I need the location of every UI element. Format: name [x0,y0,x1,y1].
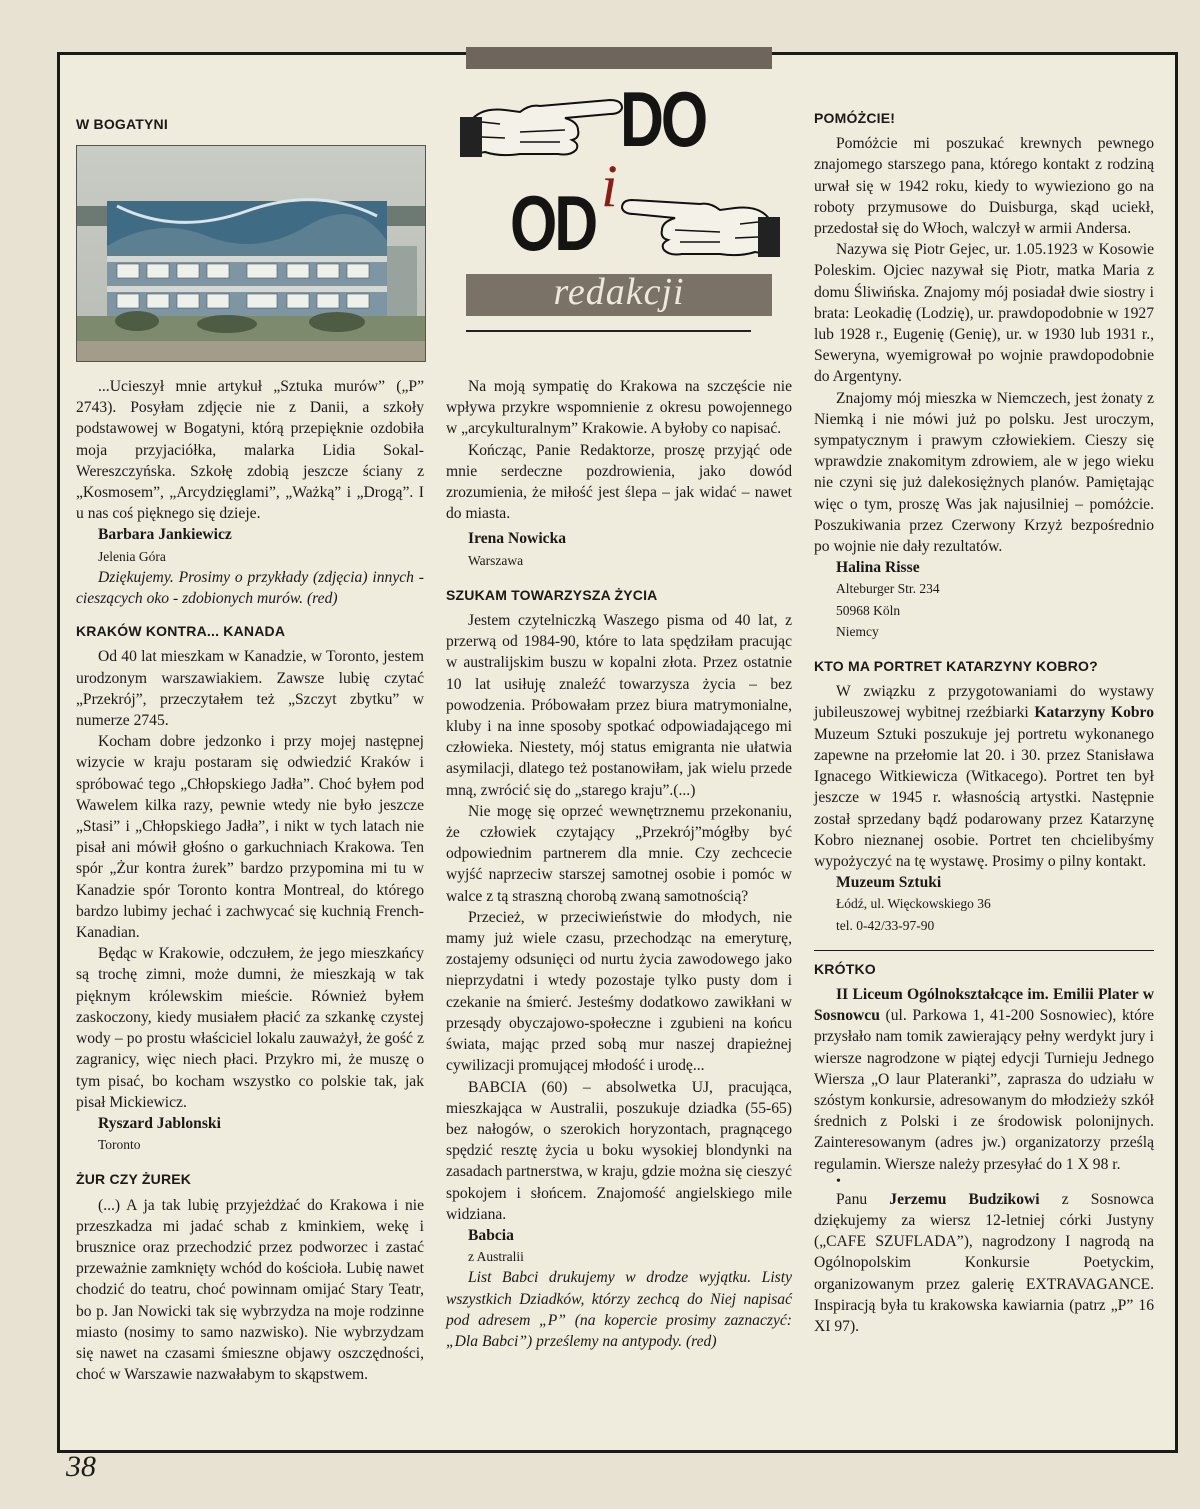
liceum-paragraph [814,984,1154,1175]
address-muzeum-2: tel. 0-42/33-97-90 [836,917,935,933]
letter-zur-p1: (...) A ja tak lubię przyjeżdżać do Krakowa i nie przeszkadza mi jadać schab z kminkiem, wekę i brusznice oraz przechodzić przez podworzec i zastać przeważnie zamknięty wchód do kościoła. Lubię nawet chodzić do teatru, choć powinnam omijać Stary Teatr, bo p. Jan Nowicki tak się wybrzydza na moje rodzinne miasto (nosimy to samo nazwisko). Nie wybrzydzam się nawet na czasami śmieszne objawy oszczędności, choć w Warszawie nazwałabym to skąpstwem. [76,1196,424,1384]
heading-zur-czy-zurek: ŻUR CZY ŻUREK [76,1171,192,1188]
kobro-text-1: W związku z przygotowaniami do wystawy jubileuszowej wybitnej rzeźbiarki [814,683,1154,722]
column-1-text [76,376,424,1385]
kobro-paragraph [814,681,1154,872]
bullet-separator: • [836,1173,841,1189]
logo-od: OD [510,179,596,267]
logo-redakcji: redakcji [553,271,685,313]
liceum-text: (ul. Parkowa 1, 41-200 Sosnowiec), które przysłało nam tomik zawierający pełny werdykt jury i wiersze nagrodzone w piątej edycji Turnieju Jednego Wiersza „O laur Plateranki”, zaprasza do udziału w szóstym konkursie, adresowanym do młodzieży szkół średnich z Polski i ze środowisk polonijnych. Zainteresowanym (adres jw.) organizatorzy prześlą regulamin. Wiersze należy przesyłać do 1 X 98 r. [814,1007,1154,1173]
budzik-name: Jerzemu Budzikowi [889,1190,1040,1208]
budzik-text-2: z Sosnowca dziękujemy za wiersz 12-letniej córki Justyny („CAFE SZUFLADA”), nagrodzony I nagrodą na Ogólnopolskim Konkursie Poetyckim, organizowanym przez galerię EXTRAVAGANCE. Inspiracją była tu krakowska kawiarnia (patrz „P” 16 XI 97). [814,1190,1154,1335]
logo-i: i [601,153,618,219]
header-bar [466,47,772,69]
address-line-1: Alteburger Str. 234 [836,581,940,597]
letter-kanada-p3: Będąc w Krakowie, odczułem, że jego mieszkańcy są trochę zimni, może dumni, że mieszkają w tak pięknym królewskim mieście. Również byłem zaskoczony, kiedy musiałem płacić za szkankę czystej wody – po prostu właściciel lokalu zauważył, że gość z zagranicy, więc niech płaci. Przykro mi, że muszę o tym pisać, bo kocham wszystko co polskie tak, jak pisał Mickiewicz. [76,945,424,1111]
signature-babcia: Babcia [468,1226,514,1244]
logo-do: DO [620,75,706,163]
pointing-hand-icon-right [620,180,780,270]
signature-jankiewicz: Barbara Jankiewicz [98,526,232,544]
section-divider [814,950,1154,951]
address-muzeum-1: Łódź, ul. Więckowskiego 36 [836,896,991,912]
school-photo [76,145,426,362]
editor-note-2-red: (red) [685,1332,717,1350]
heading-portret-kobro: KTO MA PORTRET KATARZYNY KOBRO? [814,658,1098,675]
place-toronto: Toronto [98,1137,141,1153]
liceum-name: II Liceum Ogólnokształcące im. Emilii Plater w Sosnowcu [814,985,1154,1025]
editor-note-2-text: List Babci drukujemy w drodze wyjątku. Listy wszystkich Dziadków, którzy zechcą do Niej napisać pod adresem „P” (na kopercie prosimy zaznaczyć: „Dla Babci”) prześlemy na antypody. [446,1269,792,1350]
budzik-text-1: Panu [836,1190,890,1208]
signature-muzeum: Muzeum Sztuki [836,874,942,892]
heading-krotko: KRÓTKO [814,960,876,977]
place-warszawa: Warszawa [468,552,524,568]
heading-w-bogatyni: W BOGATYNI [76,116,168,132]
signature-nowicka: Irena Nowicka [468,530,567,548]
address-line-2: 50968 Köln [836,602,901,618]
header-rule [466,330,751,332]
heading-szukam-towarzysza: SZUKAM TOWARZYSZA ŻYCIA [446,586,658,603]
column-3 [814,108,1154,1337]
place-australia: z Australii [468,1249,524,1265]
letter-risse-p3: Znajomy mój mieszka w Niemczech, jest żonaty z Niemką i nie mówi już po polsku. Jest uroczym, sympatycznym i prawym człowiekiem. Cieszy się wprawdzie znakomitym zdrowiem, ale w jego wieku nie czyni się już dalekosiężnych planów. Pamiętając więc o tym, proszę Was jak najusilniej – pomóżcie. Poszukiwania przez Czerwony Krzyż bezpośrednio po wojnie nie dały rezultatów. [814,389,1154,556]
budzik-paragraph [814,1189,1154,1337]
letter-babcia-p1: Jestem czytelniczką Waszego pisma od 40 lat, z przerwą od 1984-90, które to lata spędziłam pracując w australijskim buszu w kopalni złota. Przez ostatnie 10 lat usiłuję znaleźć towarzysza życia – bez powodzenia. Próbowałam przez biura matrymonialne, kluby i na inne sposoby spotkać odpowiadającego mi człowieka. Niestety, mój status emigranta nie ułatwia asymilacji, dlatego też postanowiłam, jak wielu przede mną, zwrócić się do „starego kraju”.(...) [446,612,792,799]
letter-babcia-p2: Nie mogę się oprzeć wewnętrznemu przekonaniu, że człowiek czytający „Przekrój”mógłby być odpowiednim partnerem dla mnie. Czy zechcecie wyjść naprzeciw starszej samotnej osobie i pomóc w walce z tą straszną chorobą zwaną samotnością? [446,802,792,905]
letter-babcia-ad: BABCIA (60) – absolwetka UJ, pracująca, mieszkająca w Australii, poszukuje dziadka (55-65) bez nałogów, o szerokich horyzontach, pragnącego spędzić resztę życia u boku wysokiej blondynki na zasadach partnerstwa, w kraju, gdzie można się cieszyć spokojem i słońcem. Znajomość angielskiego mile widziana. [446,1078,792,1223]
letter-nowicka-p2: Kończąc, Panie Redaktorze, proszę przyjąć ode mnie serdeczne pozdrowienia, jako dowód zrozumienia, że miłość jest ślepa – jak widać – nawet do miasta. [446,441,792,523]
editor-note-1: Dziękujemy. Prosimy o przykłady (zdjęcia) innych - cieszących oko - zdobionych murów. (red) [76,568,424,608]
column-1 [76,114,424,139]
editor-note-2 [446,1267,792,1352]
place-jelenia-gora: Jelenia Góra [98,548,166,564]
letter-babcia-p3: Przecież, w przeciwieństwie do młodych, nie mamy już wiele czasu, przechodząc na emeryturę, zostajemy odsunięci od nurtu życia zawodowego jako nieprzydatni i wtedy pozostaje tylko pusty dom i czekanie na śmierć. Jesteśmy dodatkowo zawikłani w przesądy obyczajowo-społeczne i zgubieni na końcu świata, mając przed sobą mur naszej drapieżnej cywilizacji promującej młodość i urodę... [446,908,792,1075]
signature-jablonski: Ryszard Jablonski [98,1114,221,1132]
signature-risse: Halina Risse [836,559,920,577]
letter-risse-p2: Nazywa się Piotr Gejec, ur. 1.05.1923 w Kosowie Poleskim. Ojciec nazywał się Piotr, matka Maria z domu Śliwińska. Znajomy mój posiadał dwie siostry i brata: Leokadię (Lodzię), ur. prawdopodobnie w 1927 lub 1928 r., Eugenię (Genię), ur. w 1930 lub 1931 r., Seweryna, wyemigrował po wojnie prawdopodobnie do Argentyny. [814,241,1154,386]
letter-nowicka-p1: Na moją sympatię do Krakowa na szczęście nie wpływa przykre wspomnienie z okresu powojennego w „arcykulturalnym” Krakowie. A byłoby co napisać. [446,378,792,438]
column-2 [446,376,792,1352]
heading-pomozcie: POMÓŻCIE! [814,110,896,126]
letter-kanada-p2: Kocham dobre jedzonko i przy mojej następnej wizycie w kraju postaram się odwiedzić Kraków i spróbować tego „Chłopskiego Jadła”. Choć byłem pod Wawelem kilka razy, pewnie wtedy nie było jeszcze „Stasi” i „Chłopskiego Jadła”, i nikt w tych latach nie pisał ani mówił głośno o garkuchniach Krakowa. Ten spór „Żur kontra żurek” bardzo przypomina mi tu w Kanadzie spór Toronto kontra Montreal, do którego bardzo lubimy jechać i zachwycać się kuchnią French-Kanadian. [76,733,424,942]
page-number: 38 [66,1450,96,1483]
kobro-text-2: Muzeum Sztuki poszukuje jej portretu wykonanego zapewne na przełomie lat 20. i 30. przez Stanisława Ignacego Witkiewicza (Witkacego). Portret ten był jeszcze w 1945 r. własnością artystki. Następnie został sprzedany bądź podarowany przez Katarzynę Kobro nieznanej osobie. Portret ten chcielibyśmy wypożyczyć na tę wystawę. Prosimy o pilny kontakt. [814,725,1154,870]
letter-risse-p1: Pomóżcie mi poszukać krewnych pewnego znajomego starszego pana, którego kontakt z rodziną urwał się w 1942 roku, kiedy to wywieziono go na roboty przymusowe do Duisburga, skąd uciekł, przedostał się do Włoch, walczył w armii Andersa. [814,135,1154,238]
letter-kanada-p1: Od 40 lat mieszkam w Kanadzie, w Toronto, jestem urodzonym warszawiakiem. Zawsze lubię czytać „Przekrój”, przeczytałem też „Szczyt zbytku” w numerze 2745. [76,648,424,730]
kobro-name: Katarzyny Kobro [1034,704,1154,722]
heading-krakow-kanada: KRAKÓW KONTRA... KANADA [76,623,286,640]
address-line-3: Niemcy [836,623,879,639]
letter-bogatynia: ...Ucieszył mnie artykuł „Sztuka murów” („P” 2743). Posyłam zdjęcie nie z Danii, a szkoły podstawowej w Bogatyni, którą przepięknie ozdobiła moja przyjaciółka, malarka Lidia Sokal-Wereszczyńska. Szkołę zdobią jeszcze ściany z „Kosmosem”, „Arcydzięglami”, „Ważką” i „Drogą”. I u nas coś pięknego się dzieje. [76,378,424,523]
